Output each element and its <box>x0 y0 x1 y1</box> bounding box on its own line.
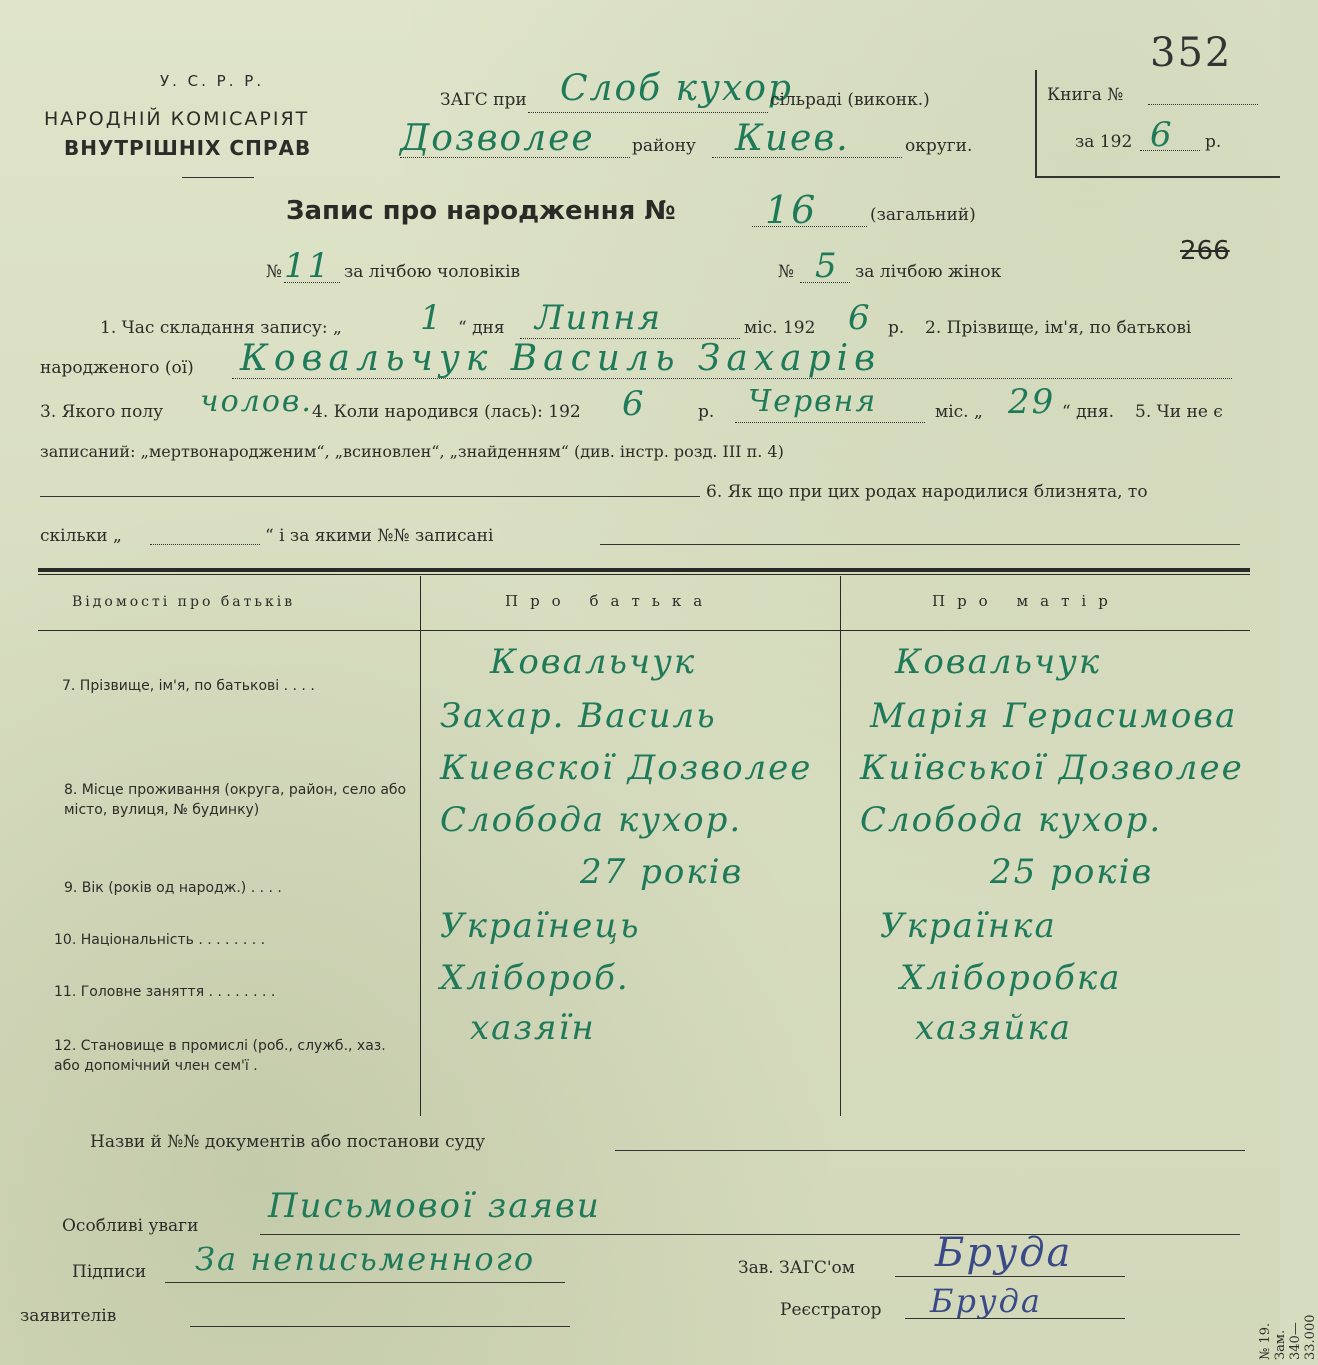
q5-line2: записаний: „мертвонародженим“, „всиновлен“, „знайденням“ (див. інстр. розд. III п. 4) <box>40 442 784 461</box>
zags-prefix: ЗАГС при <box>440 90 527 110</box>
q1-r: р. <box>888 318 905 338</box>
row-label-status: 12. Становище в промислі (роб., служб., хаз. або допомічний член сем'ї . <box>54 1038 386 1074</box>
col-header-parents: Відомості про батьків <box>72 594 296 610</box>
docs-label: Назви й №№ документів або постанови суду <box>90 1132 486 1152</box>
q4-dnya: “ дня. <box>1062 402 1115 422</box>
ussr-label: У. С. Р. Р. <box>160 72 265 90</box>
q6-label: 6. Як що при цих родах народилися близнята, то <box>706 482 1148 502</box>
head-label: Зав. ЗАГС'ом <box>738 1258 855 1278</box>
book-year-prefix: за 192 <box>1075 132 1133 152</box>
row-label-nationality: 10. Національність . . . . . . . . <box>54 932 266 948</box>
q5-label: 5. Чи не є <box>1135 402 1223 422</box>
mother-age: 25 років <box>990 852 1154 892</box>
q3-value: чолов. <box>200 384 313 419</box>
table-col-divider-2 <box>840 576 841 1116</box>
men-count: 11 <box>284 246 332 286</box>
mother-region: Київської Дозволее <box>860 748 1244 788</box>
q3-label: 3. Якого полу <box>40 402 164 422</box>
mother-name: Марія Герасимова <box>870 696 1238 736</box>
mother-nationality: Українка <box>880 906 1057 946</box>
mother-occupation: Хліборобка <box>900 958 1122 998</box>
rayon-value: Дозволее <box>400 118 595 159</box>
table-top-rule <box>38 568 1250 572</box>
side-print: № 19. Зам. 340—33.000 <box>1258 1314 1318 1360</box>
q2-label: 2. Прізвище, ім'я, по батькові <box>925 318 1192 338</box>
book-label: Книга № <box>1047 85 1124 105</box>
mother-village: Слобода кухор. <box>860 800 1163 840</box>
silradi-label: сільраді (виконк.) <box>770 90 930 110</box>
record-number: 16 <box>765 188 818 232</box>
q1-mis: міс. 192 <box>744 318 816 338</box>
q1-label: 1. Час складання запису: „ <box>100 318 342 338</box>
q1-month: Липня <box>535 298 663 338</box>
rayon-label: району <box>632 136 696 156</box>
notes-value: Письмової заяви <box>268 1186 601 1226</box>
q6-line2-a: скільки „ <box>40 526 122 546</box>
notes-label: Особливі уваги <box>62 1216 199 1236</box>
men-prefix: № <box>266 262 283 282</box>
signatures-label: Підписи <box>72 1262 147 1282</box>
q1-day: 1 <box>420 298 444 338</box>
row-label-name: 7. Прізвище, ім'я, по батькові . . . . <box>62 678 315 694</box>
q4-year: 6 <box>622 384 646 424</box>
q6-line2-b: “ і за якими №№ записані <box>265 526 494 546</box>
women-label: за лічбою жінок <box>855 262 1002 282</box>
book-number: 352 <box>1150 30 1233 76</box>
mother-status: хазяйка <box>915 1008 1072 1048</box>
q4-month: Червня <box>748 384 878 419</box>
applicant-signature: За неписьменного <box>195 1240 536 1278</box>
zags-value: Слоб кухор <box>560 68 793 109</box>
born-name: Ковальчук Василь Захарів <box>240 338 882 379</box>
women-prefix: № <box>778 262 795 282</box>
page-title: Запис про народження № <box>286 196 676 226</box>
men-label: за лічбою чоловіків <box>344 262 521 282</box>
q4-day: 29 <box>1008 382 1056 422</box>
father-name: Захар. Василь <box>440 696 717 736</box>
header-divider <box>182 177 254 178</box>
row-label-residence: 8. Місце проживання (округа, район, село або місто, вулиця, № будинку) <box>64 782 407 818</box>
crossed-number: 266 <box>1180 236 1230 266</box>
book-year-digit: 6 <box>1150 115 1174 155</box>
registrar-signature: Бруда <box>930 1282 1042 1320</box>
q4-label: 4. Коли народився (лась): 192 <box>312 402 581 422</box>
father-surname: Ковальчук <box>490 642 697 682</box>
father-age: 27 років <box>580 852 744 892</box>
father-region: Киевскої Дозволее <box>440 748 813 788</box>
applicants-label: заявителів <box>20 1306 117 1326</box>
father-village: Слобода кухор. <box>440 800 743 840</box>
commissariat-label: НАРОДНІЙ КОМІСАРІЯТ <box>44 108 310 130</box>
mother-surname: Ковальчук <box>895 642 1102 682</box>
born-label: народженого (ої) <box>40 358 194 378</box>
row-label-occupation: 11. Головне заняття . . . . . . . . <box>54 984 276 1000</box>
col-header-mother: Про матір <box>932 592 1120 610</box>
table-col-divider-1 <box>420 576 421 1116</box>
col-header-father: Про батька <box>505 592 715 610</box>
q1-year: 6 <box>848 298 872 338</box>
okrug-label: округи. <box>905 136 973 156</box>
book-year-suffix: р. <box>1205 132 1222 152</box>
head-signature: Бруда <box>935 1230 1073 1276</box>
father-nationality: Українець <box>440 906 641 946</box>
row-label-age: 9. Вік (років од народж.) . . . . <box>64 880 282 896</box>
title-suffix: (загальний) <box>870 205 976 225</box>
q4-mis: міс. „ <box>935 402 983 422</box>
dept-label: ВНУТРІШНІХ СПРАВ <box>64 136 312 160</box>
women-count: 5 <box>815 246 839 286</box>
registrar-label: Реєстратор <box>780 1300 882 1320</box>
okrug-value: Киев. <box>735 118 850 159</box>
father-status: хазяїн <box>470 1008 596 1048</box>
q4-r: р. <box>698 402 715 422</box>
father-occupation: Хлібороб. <box>440 958 630 998</box>
q1-dnya: “ дня <box>458 318 505 338</box>
